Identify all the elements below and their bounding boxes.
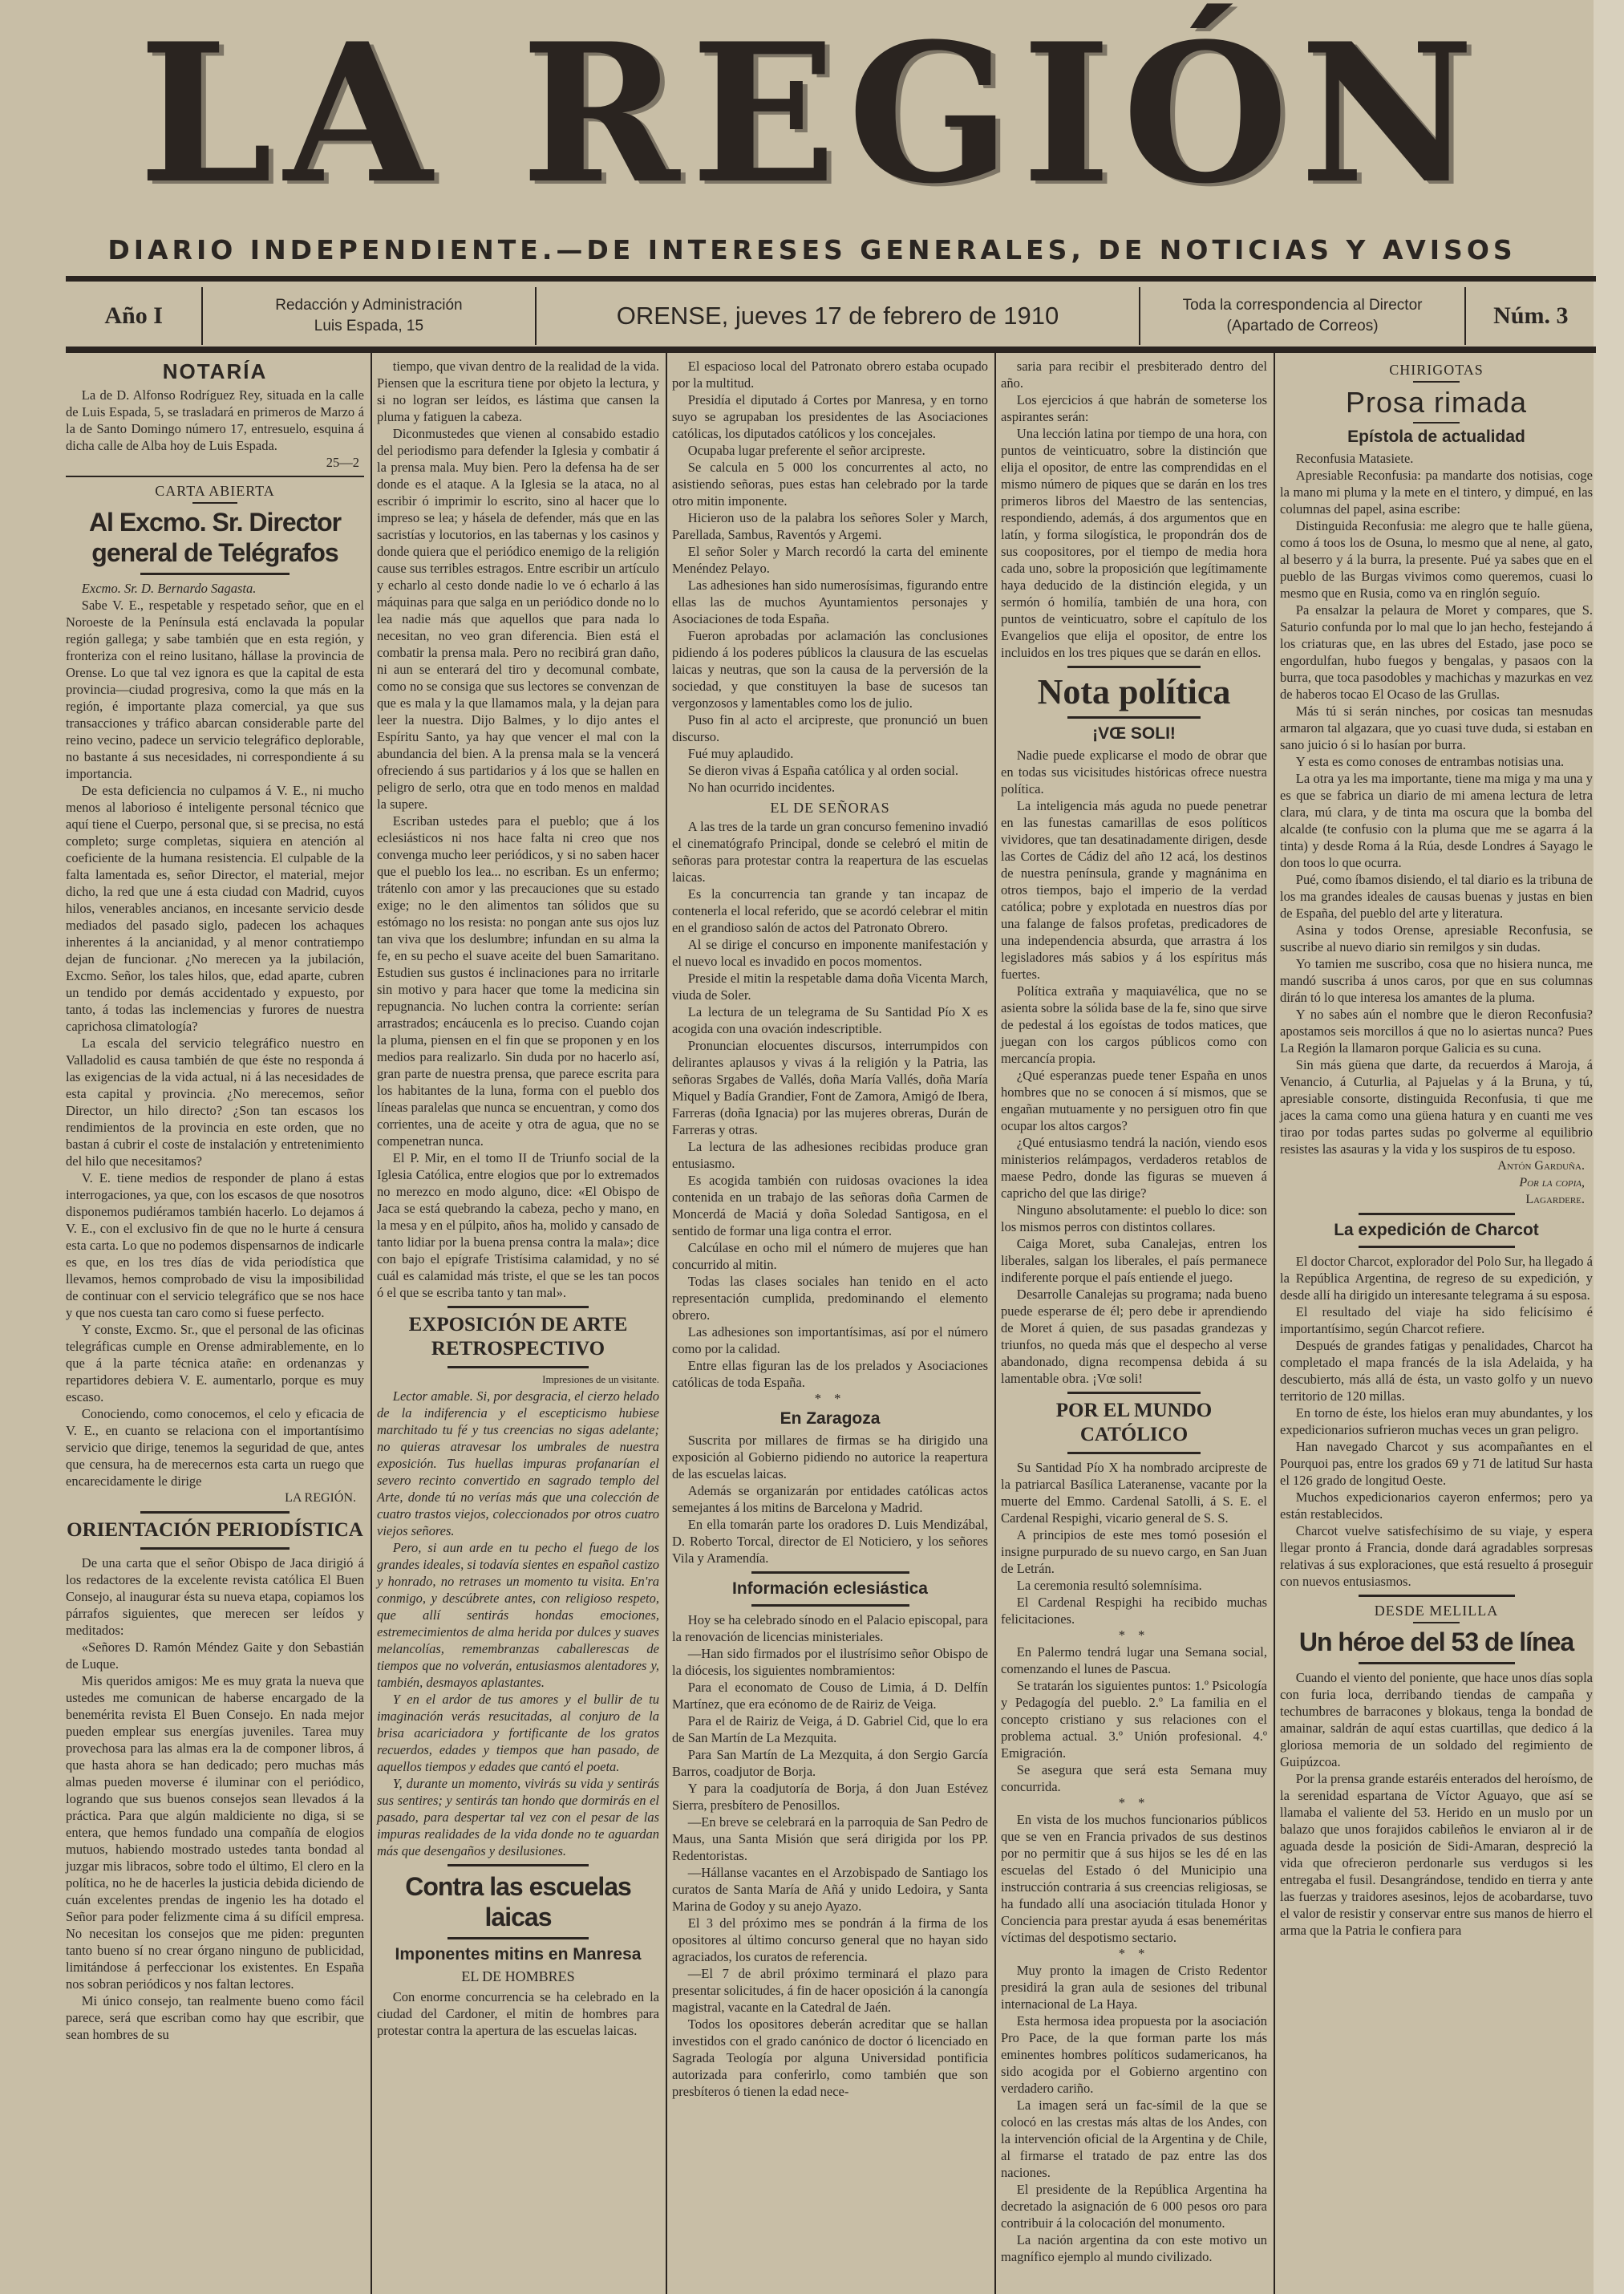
paragraph: —Hállanse vacantes en el Arzobispado de Santiago los curatos de Santa María de Añá y unido Ledoira, y Santa Marina de Godoy y su anejo Ayazo. — [672, 1865, 988, 1914]
paragraph: Lector amable. Si, por desgracia, el cierzo helado de la indiferencia y el escepticismo hubiese marchitado tu fé y tus creencias no sigas adelante; no quieras atravesar los umbrales de nuestra exposición. Tus huellas impuras profanarían el severo recinto convertido en sagrado templo del Arte, donde tú no verías más que una colección de cuatro trastos viejos, coleccionados por otros cuatro viejos señores. — [377, 1388, 659, 1538]
dateline: ORENSE, jueves 17 de febrero de 1910 — [616, 302, 1059, 330]
divider — [1359, 1595, 1515, 1597]
divider — [1067, 716, 1201, 719]
paragraph: Ocupaba lugar preferente el señor arcipreste. — [687, 443, 925, 458]
paragraph: Todos los opositores deberán acreditar que se hallan investidos con el grado canónico de doctor ó licenciado en Sagrada Teología por alguna Universidad pontificia autorizada para conferirlo, como también que son presbíteros ó tienen la edad nece- — [672, 2016, 988, 2099]
paragraph: Desarrolle Canalejas su programa; nada bueno puede esperarse de él; pero debe ir aprendiendo de Moret á quien, de sus pasadas grandezas y triunfos, no queda más que el despecho al verse abandonado, digna recompensa debida á su lamentable obra. ¡Vœ soli! — [1001, 1287, 1267, 1386]
paragraph: Nadie puede explicarse el modo de obrar que en todas sus vicisitudes históricas ofrece nuestra política. — [1001, 748, 1267, 796]
paragraph: De esta deficiencia no culpamos á V. E., ni mucho menos al laborioso é inteligente personal técnico que aquí tiene el Cuerpo, personal que, si se precisa, no está completo; surge completas, siquiera en atención al coeficiente de la humana resistencia. El culpable de la falta lamentada es, señor Director, el material, mejor dicho, la red que une á esta ciudad con Madrid, cuyos hilos, venerables ancianos, en incesante servicio desde mediados del pasado siglo, padecen los achaques inherentes á la ancianidad, y al menor contratiempo dejan de funcionar. ¿No merecen ya la jubilación, Excmo. Señor, los tales hilos, que, edad aparte, cubren un tendido por demás accidentado y expuesto, por tanto, á todas las inclemencias y furores de nuestra caprichosa climatología? — [66, 783, 364, 1034]
paragraph: saria para recibir el presbiterado dentro del año. — [1001, 359, 1267, 391]
divider — [1067, 1452, 1201, 1454]
paragraph: Muy pronto la imagen de Cristo Redentor presidirá la gran aula de sesiones del tribunal internacional de La Haya. — [1001, 1963, 1267, 2012]
paragraph: —El 7 de abril próximo terminará el plazo para presentar solicitudes, á fin de hacer oposición á la canongía magistral, vacante en la Catedral de Jaén. — [672, 1966, 988, 2015]
paragraph: Pué, como íbamos disiendo, el tal diario es la tribuna de los ma grandes ideales de causas buenas y justas en bien de España, del pueblo del arte y literatura. — [1280, 872, 1593, 921]
paragraph: Y no sabes aún el nombre que le dieron Reconfusia? apostamos seis morcillos á que no lo asiertas nunca? Pues La Región la llamaron porque Galicia es su cuna. — [1280, 1007, 1593, 1056]
paragraph: El presidente de la República Argentina ha decretado la asignación de 6 000 pesos oro para contribuir á la colocación del monumento. — [1001, 2182, 1267, 2231]
paragraph: Caiga Moret, suba Canalejas, entren los liberales, salgan los liberales, el país permanece indiferente porque el país entiende el juego. — [1001, 1236, 1267, 1285]
paragraph: ¿Qué esperanzas puede tener España en unos hombres que no se conocen á sí mismos, que se engañan mutuamente y no persiguen otro fin que ocupar los altos cargos? — [1001, 1068, 1267, 1133]
paragraph: Una lección latina por tiempo de una hora, con puntos de veinticuatro, sobre la distinción que elija el opositor, de entre las comprendidas en el mismo número de piques que se darán en los tres primeros libros del Maestro de las sentencias, respondiendo, además, á dos argumentos que en latín, y forma silogística, le propondrán dos de sus coopositores, por el tiempo de media hora cada uno, sobre la proposición que legítimamente haya deducido de la distinción elegida, y un sermón ó homilía, también de una hora, con puntos de veinticuatro, sobre el capítulo de los Evangelios que elija el opositor, de entre los incluidos en los tres piques que se darán en ellos. — [1001, 426, 1267, 660]
bottom-rule — [66, 347, 1596, 353]
paragraph: La imagen será un fac-símil de la que se colocó en las crestas más altas de los Andes, con la intervención oficial de la Argentina y de Chile, al firmarse el tratado de paz entre las dos naciones. — [1001, 2097, 1267, 2180]
divider — [1359, 1213, 1515, 1215]
headline: Contra las escuelas laicas — [405, 1872, 631, 1931]
paragraph: Fueron aprobadas por aclamación las conclusiones pidiendo á los poderes públicos la clausura de las escuelas laicas y neutras, que son la causa de la perversión de la sociedad, y que constituyen la base de sucesos tan vergonzosos y lamentables como los de julio. — [672, 628, 988, 711]
paragraph: Su Santidad Pío X ha nombrado arcipreste de la patriarcal Basílica Lateranense, vacante por la muerte del Emmo. Cardenal Satolli, á S. E. el Cardenal Respighi, vicario general de S. S. — [1001, 1460, 1267, 1526]
paragraph: Ninguno absolutamente: el pueblo lo dice: son los mismos perros con distintos collares. — [1001, 1202, 1267, 1234]
paragraph: Hoy se ha celebrado sínodo en el Palacio episcopal, para la renovación de licencias ministeriales. — [672, 1612, 988, 1644]
kicker: EL DE SEÑORAS — [770, 800, 890, 816]
paragraph: Esta hermosa idea propuesta por la asociación Pro Pace, de la que forman parte los más eminentes hombres políticos sudamericanos, ha sido acogida por el Gobierno argentino con verdadero cariño. — [1001, 2013, 1267, 2096]
paragraph: Cuando el viento del poniente, que hace unos días sopla con furia loca, derribando tiendas de campaña y techumbres de barracones y blokaus, tenga la bondad de amainar, saldrán de aquí estas cuartillas, que dedico á la gloriosa memoria de un soldado del regimiento de Guipúzcoa. — [1280, 1670, 1593, 1769]
dateline-box — [535, 287, 1140, 345]
paragraph: Es la concurrencia tan grande y tan incapaz de contenerla el local referido, que se acordó celebrar el mitin en el grandioso salón de actos del Patronato Obrero. — [672, 886, 988, 935]
office-box — [201, 287, 534, 345]
headline: POR EL MUNDO CATÓLICO — [1055, 1400, 1213, 1445]
headline: EXPOSICIÓN DE ARTE RETROSPECTIVO — [408, 1314, 628, 1360]
column-rule — [1274, 353, 1275, 2294]
separator: * * — [1118, 1946, 1150, 1961]
divider — [1067, 1392, 1201, 1394]
divider — [1359, 1662, 1515, 1664]
newspaper-subtitle: DIARIO INDEPENDIENTE.—DE INTERESES GENERALES, DE NOTICIAS Y AVISOS — [107, 234, 1517, 265]
separator: * * — [1118, 1627, 1150, 1643]
correspondence-box — [1139, 287, 1464, 345]
paragraph: Excmo. Sr. D. Bernardo Sagasta. — [81, 581, 257, 596]
divider — [140, 1547, 290, 1550]
divider — [1413, 381, 1460, 383]
paragraph: Charcot vuelve satisfechísimo de su viaje, y espera llegar pronto á Francia, donde dará agradables sorpresas relativas á sus exploraciones, que está resuelto á proseguir con nuevos entusiasmos. — [1280, 1523, 1593, 1589]
subheading: Imponentes mitins en Manresa — [395, 1945, 642, 1964]
paragraph: Calcúlase en ocho mil el número de mujeres que han concurrido al mitin. — [672, 1240, 988, 1272]
paragraph: La ceremonia resultó solemnísima. — [1016, 1578, 1202, 1593]
headline: Nota política — [1037, 672, 1231, 711]
po-box: (Apartado de Correos) — [1226, 318, 1379, 334]
paragraph: Yo tamien me suscribo, cosa que no hisiera nunca, me mandó suscriba á unos caros, por que en sus columnas dirán tó lo que interesa los amantes de la pluma. — [1280, 956, 1593, 1005]
paragraph: Más tú si serán ninches, por cosicas tan mesnudas armaron tal algazara, que yo cuasi tuve duda, si estaban en sano juicio ó si lo hasían por burra. — [1280, 703, 1593, 752]
correspondence: Toda la correspondencia al Director — [1182, 297, 1423, 314]
paragraph: El P. Mir, en el tomo II de Triunfo social de la Iglesia Católica, entre elogios que por lo extremados no merezco en modo alguno, dice: «El Obispo de Jaca se está quebrando la cabeza, pecho y mano, en la mesa y en el púlpito, años ha, molido y cansado de tanto lidiar por la buena prensa contra la mala»; dice con bajo el epígrafe Tristísima calamidad, y no sé cuál es calamidad más triste, el que se les tan pocos ó el que se escriba tanto y tan mal». — [377, 1150, 659, 1300]
paragraph: Pero, si aun arde en tu pecho el fuego de los grandes ideales, si todavía sientes en español castizo y honrado, no retrases un momento tu visita. En'ra conmigo, y descúbrete antes, con religioso respeto, que allí sentirás hondas emociones, estremecimientos de alma herida por dulces y suaves melancolías, remembranzas caballerescas de tiempos que no volverán, entusiasmos alentadores y, también, desmayos aplastantes. — [377, 1540, 659, 1690]
paragraph: El Cardenal Respighi ha recibido muchas felicitaciones. — [1001, 1595, 1267, 1627]
top-rule — [66, 276, 1596, 282]
section-heading: NOTARÍA — [162, 359, 268, 383]
subheading: ¡VŒ SOLI! — [1092, 724, 1176, 743]
info-bar — [66, 287, 1596, 345]
newspaper-title: LA REGIÓN — [138, 2, 1486, 226]
paragraph: Se tratarán los siguientes puntos: 1.º Psicología y Pedagogía del pueblo. 2.º La familia en el concepto cristiano y sus relaciones con el problema actual. 3.º Unión profesional. 4.º Emigración. — [1001, 1678, 1267, 1761]
paragraph: En ella tomarán parte los oradores D. Luis Mendizábal, D. Roberto Torcal, director de El Noticiero, y los señores Vila y Aramendía. — [672, 1517, 988, 1566]
paragraph: V. E. tiene medios de responder de plano á estas interrogaciones, ya que, con los escasos de que nosotros disponemos pudiéramos también hacerlo. Lo dejamos á V. E., con el exclusivo fin de que no le hurte á censura esta carta. Lo que no podemos dispensarnos de indicarle es que, en los tres días de vida periodística que llevamos, hemos comprobado de visu la imposibilidad de continuar con el servicio telegráfico que se nos hace y que nos cuesta tan caro como si fuese perfecto. — [66, 1170, 364, 1320]
paragraph: Pronuncian elocuentes discursos, interrumpidos con delirantes aplausos y vivas á la religión y la Patria, las señoras Srgabes de Vallés, doña María Vallés, doña María Miquel y Badía Grandier, Font de Zamora, Amigó de Ibera, Farreras (doña Ignacia) por las mujeres obreras, Durán de Farreras y otras. — [672, 1038, 988, 1137]
paragraph: Fué muy aplaudido. — [687, 746, 794, 761]
subheading: EL DE HOMBRES — [461, 1968, 575, 1984]
paragraph: Puso fin al acto el arcipreste, que pronunció un buen discurso. — [672, 712, 988, 744]
paragraph: Los ejercicios á que habrán de someterse los aspirantes serán: — [1001, 392, 1267, 424]
paragraph: El doctor Charcot, explorador del Polo Sur, ha llegado á la República Argentina, de regreso de su expedición, y desde allí ha dirigido un interesante telegrama á su esposa. — [1280, 1254, 1593, 1303]
office-label: Redacción y Administración — [275, 297, 463, 314]
paragraph: Se calcula en 5 000 los concurrentes al acto, no asistiendo señoras, pues estas han celebrado por la tarde otro mitin imponente. — [672, 460, 988, 509]
paragraph: Mis queridos amigos: Me es muy grata la nueva que ustedes me comunican de haberse encargado de la benemérita revista El Buen Consejo. En nada mejor pueden emplear sus energías juveniles. Tarea muy provechosa para las almas era la de componer libros, á que hasta ahora se han dedicado; pero muchas más almas pueden moverse é iluminar con el periódico, logrando que sus buenos consejos sean llevados á la práctica. Para que algún maldiciente no diga, si se entera, que hemos fundado una compañía de elogios mutuos, habiendo mostrado ustedes tanta bondad al juzgar mis libracos, sobre todo el último, El clero en la política, no he de hacerles la justicia debida diciendo de cuán excelentes prendas de ingenio les ha dotado el Señor para poder felizmente cima á su difícil empresa. No necesitan los consejos que me piden: pregunten tanto bueno sí no crear órgano ninguno de publicidad, limitándose á perfeccionar los existentes. En España nos sobran periódicos y nos faltan lectores. — [66, 1673, 364, 1992]
paragraph: Se dieron vivas á España católica y al orden social. — [687, 763, 959, 778]
signature: Por la copia, — [1519, 1176, 1585, 1190]
paragraph: Han navegado Charcot y sus acompañantes en el Pourquoi pas, entre los grados 69 y 71 de latitud Sur hasta el 126 grado de longitud Oeste. — [1280, 1439, 1593, 1488]
paragraph: Sabe V. E., respetable y respetado señor, que en el Noroeste de la Península está enclavada la popular región gallega; y sabe también que en esta región, y fronteriza con el reino lusitano, hállase la provincia de Orense. Lo que tal vez ignora es que la capital de esta provincia—ciudad progresiva, como la que más en la región, é importante plaza comercial, ya que sus transacciones y tráfico abarcan considerable parte del reino vecino, padece un servicio telegráfico deplorable, no bastante á sus necesidades, ni correspondiente á su importancia. — [66, 598, 364, 781]
paragraph: Pa ensalzar la pelaura de Moret y compares, que S. Saturio confunda por lo mal que lo jan hecho, festejando á los criaturas que, en las ubres del Estado, jase poco se engordulfan, hubo fuegos y bengalas, y pasaos con la burra, que toca pasodobles y machichas y mazurkas en vez de haberos tocao El Ocaso de las Grullas. — [1280, 602, 1593, 702]
divider — [751, 1604, 909, 1607]
divider — [751, 1571, 909, 1574]
column-rule — [371, 353, 372, 2294]
issue-number: Núm. 3 — [1493, 302, 1569, 329]
paragraph: —Han sido firmados por el ilustrísimo señor Obispo de la diócesis, los siguientes nombramientos: — [672, 1646, 988, 1678]
paragraph: La inteligencia más aguda no puede penetrar en las funestas camarillas de esos políticos vividores, que tan desatinadamente dirigen, desde las Cortes de Cádiz del año 12 acá, los destinos de nuestra península, grande y magnánima en otros tiempos, bajo el imperio de la verdad católica; pobre y explotada en nuestros días por una falange de falsos profetas, predicadores de una independencia absurda, que arrastra á los legisladores más sabios y á los espíritus más fuertes. — [1001, 798, 1267, 982]
paragraph: Por la prensa grande estaréis enterados del heroísmo, de la serenidad espartana de Víctor Aguayo, que así se llamaba el valiente del 53. Herido en un muslo por un balazo que unos forajidos cabileños le enviaron al ir de aguada desde la posición de Sidi-Amaran, despreció la vida que ofrecieron perdonarle sus verdugos si les entregaba el fusil. Desangrándose, tendido en tierra y ante las fuerzas y traidores asesinos, lejos de acobardarse, tuvo el valor de resistir y conservar entre sus manos de hierro el arma que la Patria le confiera para — [1280, 1771, 1593, 1938]
column-1 — [66, 358, 364, 2043]
paragraph: La lectura de las adhesiones recibidas produce gran entusiasmo. — [672, 1139, 988, 1171]
paragraph: El resultado del viaje ha sido felicísimo é importantísimo, según Charcot refiere. — [1280, 1304, 1593, 1336]
paragraph: No han ocurrido incidentes. — [687, 780, 836, 795]
paper-edge — [1594, 0, 1624, 2294]
paragraph: Y, durante un momento, vivirás su vida y sentirás sus sentires; y sentirás tan hondo que dormirás en el pasado, para despertar tal vez con el pesar de las impuras realidades de la vida donde no te aguardan más que desengaños y desilusiones. — [377, 1776, 659, 1858]
divider — [448, 1366, 589, 1368]
paragraph: Al se dirige el concurso en imponente manifestación y el nuevo local es invadido en pocos momentos. — [672, 937, 988, 969]
paragraph: En vista de los muchos funcionarios públicos que se ven en Francia privados de sus destinos por no permitir que á sus hijos se les dé en las escuelas del Estado ó del Municipio una instrucción contraria á sus creencias religiosas, se ha fundado allí una asociación titulada Honor y Conciencia para prestar ayuda á esas beneméritas víctimas del despotismo sectario. — [1001, 1812, 1267, 1945]
paragraph: Con enorme concurrencia se ha celebrado en la ciudad del Cardoner, el mitin de hombres para protestar contra la apertura de las escuelas laicas. — [377, 1989, 659, 2038]
column-3 — [672, 358, 988, 2100]
signature: Lagardere. — [1525, 1193, 1585, 1206]
subheading: En Zaragoza — [780, 1409, 881, 1428]
signature: LA REGIÓN. — [285, 1491, 356, 1505]
paragraph: Asina y todos Orense, apresiable Reconfusia, se suscribe al nuevo diario sin remilgos y sin dudas. — [1280, 922, 1593, 954]
kicker: DESDE MELILLA — [1374, 1603, 1499, 1619]
paragraph: En torno de éste, los hielos eran muy abundantes, y los expedicionarios sufrieron muchas veces un gran peligro. — [1280, 1405, 1593, 1437]
divider — [1359, 1246, 1515, 1248]
paragraph: Muchos expedicionarios cayeron enfermos; pero ya están restablecidos. — [1280, 1489, 1593, 1522]
column-5 — [1280, 358, 1593, 1939]
divider — [140, 573, 290, 575]
paragraph: Se asegura que será esta Semana muy concurrida. — [1001, 1762, 1267, 1794]
paragraph: La otra ya les ma importante, tiene ma miga y ma una y es que se fabrica un diario de mi amena lectura de letra clara, mú clara, y de tinta ma oscura que la bomba del alcalde (te confusio con la pluma que me se agarra á la tinta) y desde Roma á la Rúa, desde Londres á Sayago le don toos lo que ocurra. — [1280, 771, 1593, 870]
paragraph: Escriban ustedes para el pueblo; que á los eclesiásticos ni nos hace falta ni creo que nos convenga mucho leer periódicos, y si no saben hacer que el pueblo los lea... no escriban. Es un enfermo; trátenlo con amor y las precauciones que su estado exige; no le den alimentos tan sólidos que su estómago no los resista: no pongan ante sus ojos luz tan viva que los deslumbre; infundan en su alma la fe, en su pecho el suave aceite del buen Samaritano. Estudien sus gustos é inclinaciones para no irritarle sin motivo y para hacer que tome la medicina sin repugnancia. No luchen contra la corriente: serían arrastrados; encáucenla es lo preciso. Cuando cojan la pluma, piensen en el fin que se proponen y en los medios para realizarlo. Sin duda por no hacerlo así, gran parte de nuestra prensa, que parece escrita para los habitantes de la luna, forma con el pueblo dos líneas paralelas que nunca se encuentran, y como dos corrientes, una de aceite y otra de agua, que no se compenetran nunca. — [377, 813, 659, 1149]
paragraph: Y conste, Excmo. Sr., que el personal de las oficinas telegráficas cumple en Orense admirablemente, en lo que á la parte técnica atañe: en ordenanzas y repartidores debiera V. E. aumentarlo, porque es muy escaso. — [66, 1322, 364, 1404]
paragraph: Mi único consejo, tan realmente bueno como fácil parece, será que escriban como hay que escribir, que sean hombres de su — [66, 1993, 364, 2042]
headline: ORIENTACIÓN PERIODÍSTICA — [67, 1519, 363, 1541]
year-box — [66, 287, 201, 345]
epigraph: Impresiones de un visitante. — [542, 1373, 659, 1385]
paragraph: Entre ellas figuran las de los prelados y Asociaciones católicas de toda España. — [672, 1358, 988, 1390]
headline: Prosa rimada — [1345, 386, 1528, 419]
paragraph: Y en el ardor de tus amores y el bullir de tu imaginación verás resucitadas, al conjuro de la brisa acariciadora y fortificante de los gratos recuerdos, edades y tiempos que han pasado, de aquellos tiempos y edades que cantó el poeta. — [377, 1692, 659, 1774]
note: 25—2 — [326, 455, 359, 470]
paragraph: De una carta que el señor Obispo de Jaca dirigió á los redactores de la excelente revista católica El Buen Consejo, al inaugurar ésta su nueva etapa, copiamos los párrafos siguientes, que merecen ser leídos y meditados: — [66, 1555, 364, 1638]
divider — [192, 502, 237, 504]
paragraph: Después de grandes fatigas y penalidades, Charcot ha completado el mapa francés de la isla Adelaida, y ha descubierto, más allá de ésta, un vasto golfo y un nuevo territorio de 120 millas. — [1280, 1338, 1593, 1404]
divider — [448, 1937, 589, 1939]
paragraph: Distinguida Reconfusia: me alegro que te halle güena, como á toos los de Osuna, lo mesmo que al nene, al gato, al beserro y á la burra, la presente. Pué ya sabes que en el pueblo de las Burgas vivimos como queremos, cuasi lo mesmo que en Rusia, como va en ringlón seguío. — [1280, 518, 1593, 601]
paragraph: Y para la coadjutoría de Borja, á don Juan Estévez Sierra, presbítero de Penosillos. — [672, 1781, 988, 1813]
paragraph: Política extraña y maquiavélica, que no se asienta sobre la sólida base de la fe, sino que sirve de pedestal á los egoístas de todos matices, que juegan con los cargos públicos como con mercancía propia. — [1001, 983, 1267, 1066]
kicker: CARTA ABIERTA — [155, 483, 275, 499]
paragraph: La nación argentina da con este motivo un magnífico ejemplo al mundo civilizado. — [1001, 2232, 1267, 2264]
subheading: La expedición de Charcot — [1334, 1221, 1539, 1239]
paragraph: La de D. Alfonso Rodríguez Rey, situada en la calle de Luis Espada, 5, se trasladará en primeros de Marzo á la de Santo Domingo número 17, entresuelo, esquina á dicha calle de Alba hoy de Luis Espada. — [66, 387, 364, 453]
paragraph: Sin más güena que darte, da recuerdos á Maroja, á Venancio, á Cuturlia, al Pajuelas y á la Bruna, y tú, apresiable consorte, distinguida Reconfusia, ti que me jaces la cama como una güena hatura y en cuanti me ves tirao por todas partes sudas po golverme al equilibrio resistes las asauras y la vida y los suspiros de tu esposo. — [1280, 1057, 1593, 1157]
paragraph: Todas las clases sociales han tenido en el acto representación cumplida, predominando el elemento obrero. — [672, 1274, 988, 1323]
masthead — [0, 2, 1624, 226]
paragraph: La lectura de un telegrama de Su Santidad Pío X es acogida con una ovación indescriptible. — [672, 1004, 988, 1036]
kicker: CHIRIGOTAS — [1389, 362, 1484, 378]
headline: Al Excmo. Sr. Director general de Telégrafos — [88, 508, 342, 567]
paragraph: ¿Qué entusiasmo tendrá la nación, viendo esos ministerios relámpagos, verdaderos retablos de maese Pedro, donde las figuras se mueven á capricho del que las dirige? — [1001, 1135, 1267, 1201]
paragraph: Las adhesiones han sido numerosísimas, figurando entre ellas las de muchos Ayuntamientos personajes y Asociaciones de toda España. — [672, 578, 988, 626]
column-2 — [377, 358, 659, 2039]
signature: Antón Garduña. — [1497, 1159, 1585, 1173]
separator: * * — [814, 1391, 846, 1406]
paragraph: Y esta es como conoses de entrambas notisias una. — [1295, 754, 1565, 769]
divider — [140, 1511, 290, 1514]
divider — [1413, 1622, 1460, 1623]
paragraph: El espacioso local del Patronato obrero estaba ocupado por la multitud. — [672, 359, 988, 391]
paragraph: tiempo, que vivan dentro de la realidad de la vida. Piensen que la escritura tiene por objeto la lectura, y si no logran ser leídos, es lástima que cansen la pluma y fatiguen la cabeza. — [377, 359, 659, 424]
paragraph: Reconfusia Matasiete. — [1295, 451, 1414, 466]
column-4 — [1001, 358, 1267, 2265]
year: Año I — [104, 302, 163, 329]
subheading: Información eclesiástica — [732, 1579, 928, 1598]
paragraph: En Palermo tendrá lugar una Semana social, comenzando el lunes de Pascua. — [1001, 1644, 1267, 1676]
paragraph: Suscrita por millares de firmas se ha dirigido una exposición al Gobierno pidiendo no autorice la reapertura de las escuelas laicas. — [672, 1433, 988, 1481]
paragraph: Presidía el diputado á Cortes por Manresa, y en torno suyo se agrupaban los presidentes de las Asociaciones católicas, los diputados católicos y los concejales. — [672, 392, 988, 441]
issue-box — [1464, 287, 1596, 345]
divider — [448, 1864, 589, 1866]
column-rule — [994, 353, 996, 2294]
paragraph: Preside el mitin la respetable dama doña Vicenta March, viuda de Soler. — [672, 971, 988, 1003]
paragraph: «Señores D. Ramón Méndez Gaite y don Sebastián de Luque. — [66, 1639, 364, 1672]
column-rule — [666, 353, 667, 2294]
paragraph: Conociendo, como conocemos, el celo y eficacia de V. E., en cuanto se relaciona con el importantísimo servicio que dirige, tenemos la seguridad de que, antes que censura, ha de merecernos esta carta un ruego que encarecidamente le dirige — [66, 1406, 364, 1489]
office-address: Luis Espada, 15 — [314, 318, 424, 334]
paragraph: A las tres de la tarde un gran concurso femenino invadió el cinematógrafo Principal, donde se celebró el mitin de señoras para protestar contra la reapertura de las escuelas laicas. — [672, 819, 988, 885]
paragraph: Para el de Rairiz de Veiga, á D. Gabriel Cid, que lo era de San Martín de La Mezquita. — [672, 1713, 988, 1745]
paragraph: El señor Soler y March recordó la carta del eminente Menéndez Pelayo. — [672, 544, 988, 576]
paragraph: Hicieron uso de la palabra los señores Soler y March, Parellada, Sambus, Raventós y Argemi. — [672, 510, 988, 542]
paragraph: Para el economato de Couso de Limia, á D. Delfín Martínez, que era ecónomo de de Rairiz de Veiga. — [672, 1680, 988, 1712]
subheading: Epístola de actualidad — [1347, 428, 1525, 446]
divider — [448, 1306, 589, 1308]
paragraph: El 3 del próximo mes se pondrán á la firma de los opositores al último concurso general que no hayan sido agraciados, los curatos de referencia. — [672, 1915, 988, 1964]
paragraph: Es acogida también con ruidosas ovaciones la idea contenida en un trabajo de las señoras doña Carmen de Moncerdá de Maciá y doña Soledad Santigosa, en el sentido de formar una liga contra el error. — [672, 1173, 988, 1238]
paragraph: Diconmustedes que vienen al consabido estadio del periodismo para defender la Iglesia y combatir á la prensa mala. Muy bien. Pero la defensa ha de ser donde es el ataque. A la Iglesia se la ataca, no al escribir ó imprimir lo escrito, sino al hacer que lo impreso se lea; y hásela de defender, más que en las sacristías y locutorios, en las tabernas y los casinos y donde quiera que el periódico enemigo de la religión cause sus terribles estragos. Entre escribir un artículo y echarlo al cesto donde nadie lo ve ó echarlo á las máquinas para que salga en un periódico donde no lo lea nadie más que aquellos que para nada lo necesitan, no veo gran diferencia. Bien está el combatir la prensa mala. Pero no recibirá gran daño, ni aun se enterará del tiro y decomunal combate, como no se consiga que sus lectores se convenzan de que es mala y la que llamamos mala, y la dejan para leer la nuestra. Dijo Balmes, y lo dijo antes el Espíritu Santo, ya hay que vencer el mal con la abundancia del bien. A la prensa mala se la vencerá ofreciendo á sus partidarios y á los que se hallen en peligro de serlo, otra que en todo menos en maldad la supere. — [377, 426, 659, 812]
paragraph: Apresiable Reconfusia: pa mandarte dos notisias, coge la mano mi pluma y la mete en el tintero, y dimpué, en las columnas del papel, asina escribe: — [1280, 468, 1593, 517]
headline: Un héroe del 53 de línea — [1298, 1627, 1574, 1656]
paragraph: La escala del servicio telegráfico nuestro en Valladolid es causa también de que éste no responda á las exigencias de la vida actual, ni á las necesidades de esta capital y provincia. ¿No merecemos, señor Director, un hilo directo? ¿Son tan escasos los rendimientos de la provincia en este orden, que no bastan á cubrir el coste de instalación y entretenimiento del hilo que necesitamos? — [66, 1036, 364, 1169]
paragraph: Además se organizarán por entidades católicas actos semejantes á los mitins de Barcelona y Madrid. — [672, 1483, 988, 1515]
paragraph: Para San Martín de La Mezquita, á don Sergio García Barros, coadjutor de Borja. — [672, 1747, 988, 1779]
divider — [1067, 666, 1201, 668]
paragraph: Las adhesiones son importantísimas, así por el número como por la calidad. — [672, 1324, 988, 1356]
paragraph: A principios de este mes tomó posesión el insigne purpurado de su nuevo cargo, en San Juan de Letrán. — [1001, 1527, 1267, 1576]
divider — [66, 476, 364, 477]
separator: * * — [1118, 1795, 1150, 1810]
divider — [1413, 422, 1460, 424]
paragraph: —En breve se celebrará en la parroquia de San Pedro de Maus, una Santa Misión que será dirigida por los PP. Redentoristas. — [672, 1814, 988, 1863]
